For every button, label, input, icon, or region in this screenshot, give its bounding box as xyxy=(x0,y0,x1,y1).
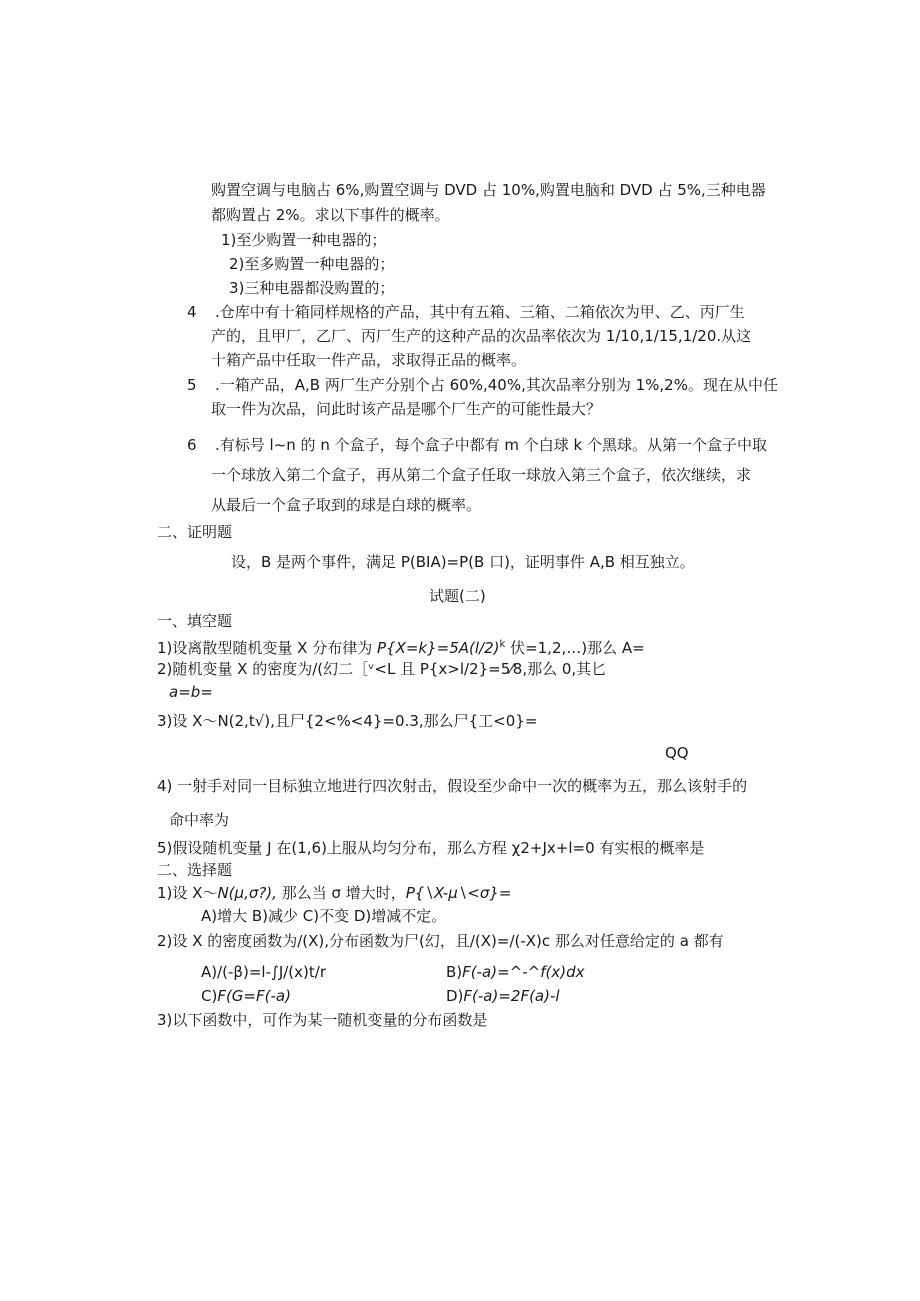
choice-q2: 2)设 X 的密度函数为/(X),分布函数为尸(幻，且/(X)=/(-X)c 那么对任意给定的 a 都有 xyxy=(157,932,724,950)
problem6-line3: 从最后一个盒子取到的球是白球的概率。 xyxy=(211,496,482,514)
fill-q1-formula: P{X=k}=5A(l/2) xyxy=(376,639,500,657)
choice-q2-option-b-formula: F(-a)=^-^f(x)dx xyxy=(462,963,585,981)
fill-q4-line2: 命中率为 xyxy=(169,811,230,829)
problem4-text1: .仓库中有十箱同样规格的产品，其中有五箱、三箱、二箱依次为甲、乙、丙厂生 xyxy=(215,303,745,321)
fill-q1 xyxy=(157,635,645,658)
choice-q3: 3)以下函数中，可作为某一随机变量的分布函数是 xyxy=(157,1011,488,1029)
problem3-line2: 都购置占 2%。求以下事件的概率。 xyxy=(211,206,450,224)
choice-q2-option-d-label: D) xyxy=(446,987,464,1005)
choice-q1-part2: 那么当 σ 增大时， xyxy=(276,884,406,902)
choice-q1-dist: N(μ,σ?), xyxy=(217,884,277,902)
fill-q4-line1: 4) 一射手对同一目标独立地进行四次射击，假设至少命中一次的概率为五，那么该射手的 xyxy=(157,777,748,795)
choice-q2-option-d xyxy=(446,986,560,1006)
problem3-sub3: 3)三种电器都没购置的； xyxy=(229,279,395,297)
problem6-number: 6 xyxy=(187,436,197,454)
exam2-title: 试题(二) xyxy=(429,587,486,605)
problem6-text1: .有标号 l~n 的 n 个盒子，每个盒子中都有 m 个白球 k 个黑球。从第一个盒子中取 xyxy=(215,436,767,454)
fill-q1-part1: 1)设离散型随机变量 X 分布律为 xyxy=(157,639,377,657)
choice-q2-option-a xyxy=(201,962,326,982)
choice-q2-option-c-label: C) xyxy=(201,987,218,1005)
problem5-line1 xyxy=(187,375,778,395)
choice-q1-part1: 1)设 X〜 xyxy=(157,884,218,902)
problem5-text1: .一箱产品，A,B 两厂生产分别个占 60%,40%,其次品率分别为 1%,2%。现在从中任 xyxy=(215,376,778,394)
fill-q2: 2)随机变量 X 的密度为/(幻二［ᵛ<L 且 P{x>l/2}=5⁄8,那么 0,其匕 xyxy=(157,660,607,678)
choice-q2-option-b-label: B) xyxy=(446,963,463,981)
problem5-line2: 取一件为次品，问此时该产品是哪个厂生产的可能性最大？ xyxy=(211,400,602,418)
problem4-line3: 十箱产品中任取一件产品，求取得正品的概率。 xyxy=(211,351,527,369)
choice-q2-option-d-formula: F(-a)=2F(a)-l xyxy=(463,987,560,1005)
fill-q1-exponent: k xyxy=(499,639,506,650)
section-proof-title: 二、证明题 xyxy=(157,523,233,541)
problem6-line2: 一个球放入第二个盒子，再从第二个盒子任取一球放入第三个盒子，依次继续，求 xyxy=(211,466,752,484)
fill-q3: 3)设 X〜N(2,t√),且尸{2<%<4}=0.3,那么尸{工<0}= xyxy=(157,712,538,730)
problem3-sub2: 2)至多购置一种电器的； xyxy=(229,255,395,273)
qq-mark: QQ xyxy=(665,744,689,762)
choice-q1-prob: P{∖X-μ∖<σ}= xyxy=(405,884,512,902)
fill-q1-part2: 伏=1,2,…)那么 A= xyxy=(505,639,645,657)
fill-q5: 5)假设随机变量 J 在(1,6)上服从均匀分布，那么方程 χ2+Jx+l=0 有实根的概率是 xyxy=(157,839,705,857)
choice-q2-option-c-formula: F(G=F(-a) xyxy=(217,987,291,1005)
choice-q2-option-b xyxy=(446,962,584,982)
choice-q1 xyxy=(157,883,511,903)
choice-q2-option-c xyxy=(201,986,291,1006)
problem4-line1 xyxy=(187,302,745,322)
problem4-number: 4 xyxy=(187,303,197,321)
section-choice-title: 二、选择题 xyxy=(157,861,233,879)
problem3-sub1: 1)至少购置一种电器的； xyxy=(221,231,387,249)
choice-q1-options: A)增大 B)减少 C)不变 D)增减不定。 xyxy=(201,907,447,925)
proof-text: 设，B 是两个事件，满足 P(BIA)=P(B 口)，证明事件 A,B 相互独立。 xyxy=(231,553,695,571)
problem4-line2: 产的，且甲厂，乙厂、丙厂生产的这种产品的次品率依次为 1/10,1/15,1/20.从这 xyxy=(211,327,752,345)
problem5-number: 5 xyxy=(187,376,197,394)
section-fill-title: 一、填空题 xyxy=(157,612,233,630)
fill-q2-ab: a=b= xyxy=(169,683,213,701)
choice-q2-option-a-part2: J/(x)t/r xyxy=(278,963,326,981)
problem6-line1 xyxy=(187,435,767,455)
choice-q2-option-a-part1: A)/(-β)=l-∫ xyxy=(201,963,279,981)
problem3-line1: 购置空调与电脑占 6%,购置空调与 DVD 占 10%,购置电脑和 DVD 占 5%,三种电器 xyxy=(211,181,766,199)
